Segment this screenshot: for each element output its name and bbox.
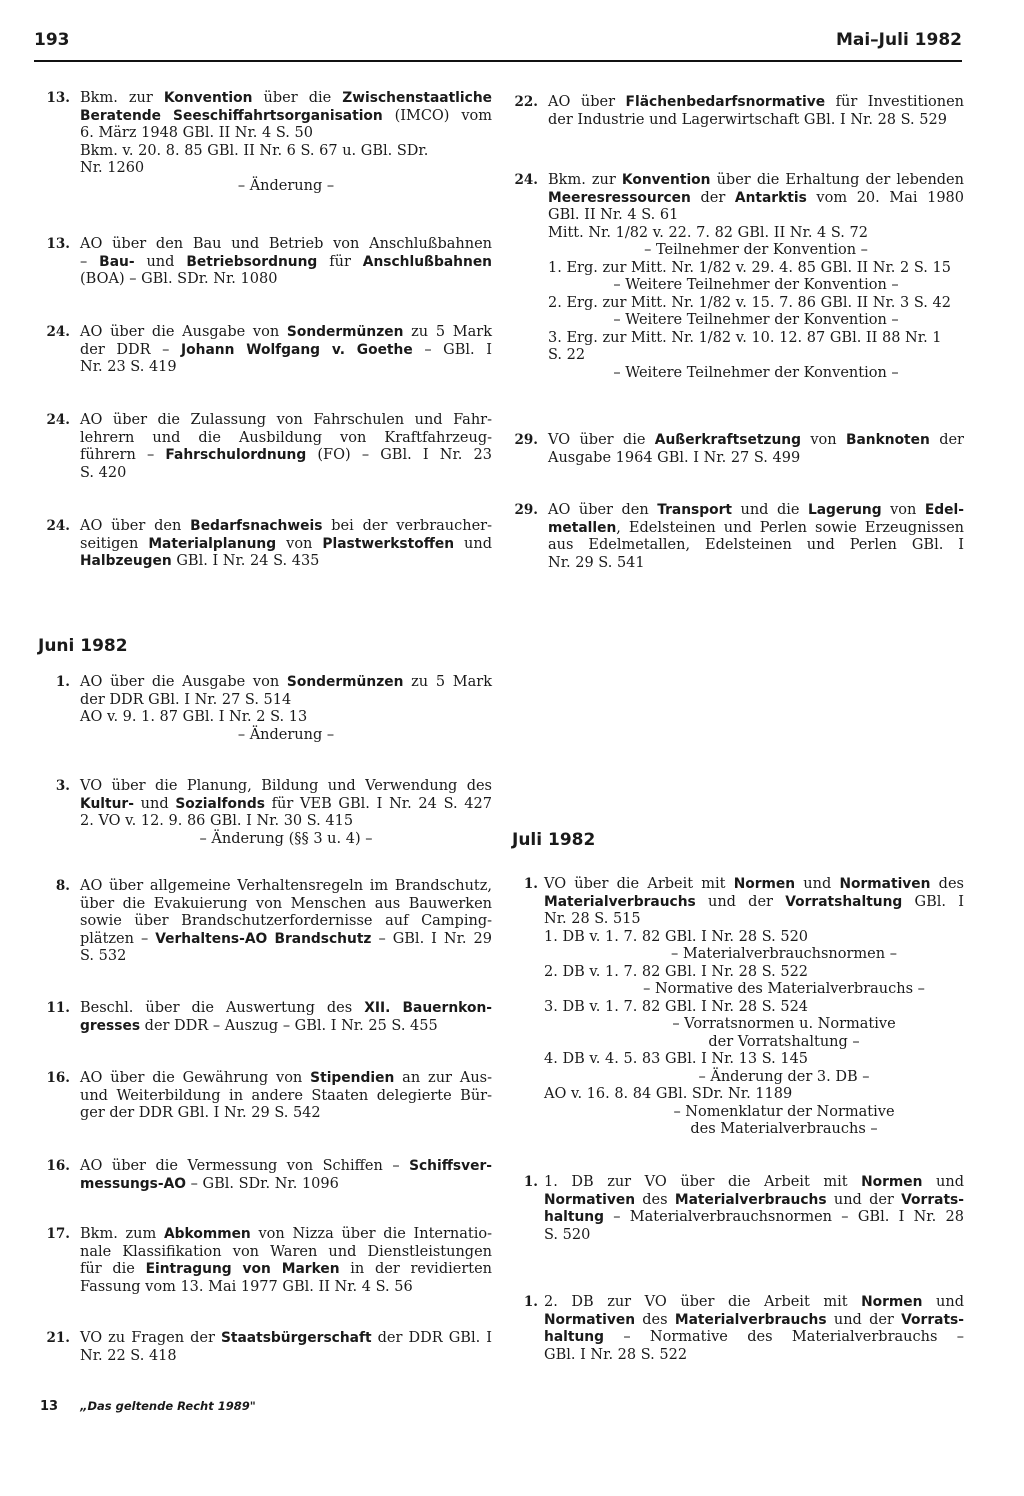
entry-day: 13. bbox=[46, 90, 70, 106]
list-item: 24. AO über den Bedarfsnachweis bei der verbraucher- seitigen Materialplanung von Plastwerkstoffen und Halbzeugen GBl. I Nr. 24 S. 435 bbox=[44, 518, 492, 571]
list-item: 11. Beschl. über die Auswertung des XII. Bauernkon- gresses der DDR – Auszug – GBl. I Nr. 25 S. 455 bbox=[44, 1000, 492, 1035]
list-item: 29. VO über die Außerkraftsetzung von Banknoten der Ausgabe 1964 GBl. I Nr. 27 S. 499 bbox=[512, 432, 964, 467]
footer-number: 13 bbox=[40, 1399, 59, 1414]
list-item: 16. AO über die Vermessung von Schiffen – Schiffsver- messungs-AO – GBl. SDr. Nr. 1096 bbox=[44, 1158, 492, 1193]
list-item: 24. Bkm. zur Konvention über die Erhaltung der lebenden Meeresressourcen der Antarktis vom 20. Mai 1980 GBl. II Nr. 4 S. 61 Mitt. Nr. 1/82 v. 22. 7. 82 GBl. II Nr. 4 S. 72 – Teilnehmer der Konvention – 1. Erg. zur Mitt. Nr. 1/82 v. 29. 4. 85 GBl. II Nr. 2 S. 15 – Weitere Teilnehmer der Konvention – 2. Erg. zur Mitt. Nr. 1/82 v. 15. 7. 86 GBl. II Nr. 3 S. 42 – Weitere Teilnehmer der Konvention – 3. Erg. zur Mitt. Nr. 1/82 v. 10. 12. 87 GBl. II 88 Nr. 1 S. 22 – Weitere Teilnehmer der Konvention – bbox=[512, 172, 964, 382]
entry-day: 24. bbox=[46, 324, 70, 340]
entry-day: 13. bbox=[46, 236, 70, 252]
list-item: 13. Bkm. zur Konvention über die Zwischenstaatliche Beratende Seeschiffahrtsorganisation (IMCO) vom 6. März 1948 GBl. II Nr. 4 S. 50 Bkm. v. 20. 8. 85 GBl. II Nr. 6 S. 67 u. GBl. SDr. Nr. 1260 – Änderung – bbox=[44, 90, 492, 195]
entry-day: 16. bbox=[46, 1070, 70, 1086]
list-item: 1. 2. DB zur VO über die Arbeit mit Normen und Normativen des Materialverbrauchs und der Vorrats- haltung – Normative des Materialverbrauchs – GBl. I Nr. 28 S. 522 bbox=[512, 1294, 964, 1364]
list-item: 29. AO über den Transport und die Lagerung von Edel- metallen, Edelsteinen und Perlen sowie Erzeugnissen aus Edelmetallen, Edelsteinen und Perlen GBl. I Nr. 29 S. 541 bbox=[512, 502, 964, 572]
list-item: 24. AO über die Ausgabe von Sondermünzen zu 5 Mark der DDR – Johann Wolfgang v. Goethe – GBl. I Nr. 23 S. 419 bbox=[44, 324, 492, 377]
entry-day: 8. bbox=[55, 878, 70, 894]
entry-day: 1. bbox=[523, 876, 538, 892]
entry-day: 29. bbox=[514, 432, 538, 448]
entry-day: 24. bbox=[46, 518, 70, 534]
list-item: 21. VO zu Fragen der Staatsbürgerschaft der DDR GBl. I Nr. 22 S. 418 bbox=[44, 1330, 492, 1365]
page-number: 193 bbox=[34, 30, 70, 50]
list-item: 8. AO über allgemeine Verhaltensregeln im Brandschutz, über die Evakuierung von Menschen aus Bauwerken sowie über Brandschutzerfordernisse auf Camping- plätzen – Verhaltens-AO Brandschutz – GBl. I Nr. 29 S. 532 bbox=[44, 878, 492, 966]
list-item: 24. AO über die Zulassung von Fahrschulen und Fahr- lehrern und die Ausbildung von Kraftfahrzeug- führern – Fahrschulordnung (FO) – GBl. I Nr. 23 S. 420 bbox=[44, 412, 492, 482]
list-item: 1. VO über die Arbeit mit Normen und Normativen des Materialverbrauchs und der Vorratshaltung GBl. I Nr. 28 S. 515 1. DB v. 1. 7. 82 GBl. I Nr. 28 S. 520 – Materialverbrauchsnormen – 2. DB v. 1. 7. 82 GBl. I Nr. 28 S. 522 – Normative des Materialverbrauchs – 3. DB v. 1. 7. 82 GBl. I Nr. 28 S. 524 – Vorratsnormen u. Normative der Vorratshaltung – 4. DB v. 4. 5. 83 GBl. I Nr. 13 S. 145 – Änderung der 3. DB – AO v. 16. 8. 84 GBl. SDr. Nr. 1189 – Nomenklatur der Normative des Materialverbrauchs – bbox=[512, 876, 964, 1139]
entry-day: 1. bbox=[523, 1294, 538, 1310]
list-item: 1. 1. DB zur VO über die Arbeit mit Normen und Normativen des Materialverbrauchs und der Vorrats- haltung – Materialverbrauchsnormen – GBl. I Nr. 28 S. 520 bbox=[512, 1174, 964, 1244]
list-item: 16. AO über die Gewährung von Stipendien an zur Aus- und Weiterbildung in andere Staaten delegierte Bür- ger der DDR GBl. I Nr. 29 S. 542 bbox=[44, 1070, 492, 1123]
entry-day: 24. bbox=[514, 172, 538, 188]
page-period: Mai–Juli 1982 bbox=[835, 30, 962, 50]
page-footer bbox=[40, 1398, 256, 1416]
list-item: 13. AO über den Bau und Betrieb von Anschlußbahnen – Bau- und Betriebsordnung für Anschlußbahnen (BOA) – GBl. SDr. Nr. 1080 bbox=[44, 236, 492, 289]
entry-day: 1. bbox=[523, 1174, 538, 1190]
section-heading-juni: Juni 1982 bbox=[38, 636, 128, 656]
entry-day: 24. bbox=[46, 412, 70, 428]
entry-day: 16. bbox=[46, 1158, 70, 1174]
entry-day: 21. bbox=[46, 1330, 70, 1346]
footer-title: „Das geltende Recht 1989" bbox=[80, 1399, 256, 1413]
header-rule bbox=[34, 60, 962, 62]
list-item: 17. Bkm. zum Abkommen von Nizza über die Internatio- nale Klassifikation von Waren und Dienstleistungen für die Eintragung von Marken in der revidierten Fassung vom 13. Mai 1977 GBl. II Nr. 4 S. 56 bbox=[44, 1226, 492, 1296]
entry-day: 22. bbox=[514, 94, 538, 110]
entry-day: 29. bbox=[514, 502, 538, 518]
entry-day: 17. bbox=[46, 1226, 70, 1242]
entry-day: 1. bbox=[55, 674, 70, 690]
entry-day: 3. bbox=[55, 778, 70, 794]
list-item: 22. AO über Flächenbedarfsnormative für Investitionen der Industrie und Lagerwirtschaft GBl. I Nr. 28 S. 529 bbox=[512, 94, 964, 129]
list-item: 3. VO über die Planung, Bildung und Verwendung des Kultur- und Sozialfonds für VEB GBl. I Nr. 24 S. 427 2. VO v. 12. 9. 86 GBl. I Nr. 30 S. 415 – Änderung (§§ 3 u. 4) – bbox=[44, 778, 492, 848]
section-heading-juli: Juli 1982 bbox=[512, 830, 596, 850]
entry-day: 11. bbox=[46, 1000, 70, 1016]
list-item: 1. AO über die Ausgabe von Sondermünzen zu 5 Mark der DDR GBl. I Nr. 27 S. 514 AO v. 9. 1. 87 GBl. I Nr. 2 S. 13 – Änderung – bbox=[44, 674, 492, 744]
